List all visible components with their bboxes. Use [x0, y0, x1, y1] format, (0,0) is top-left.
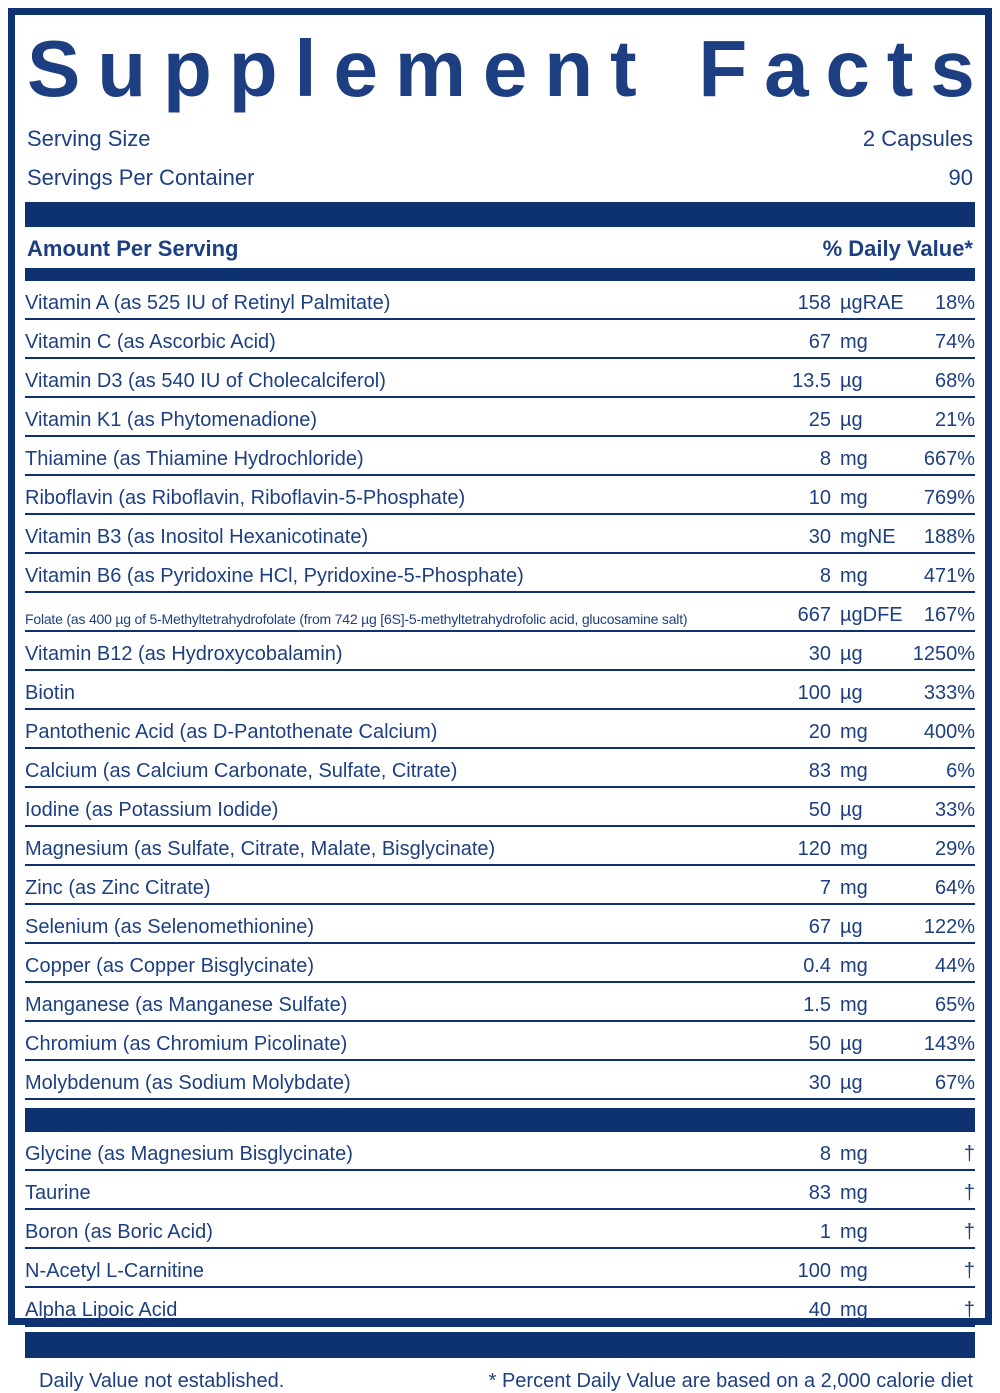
- nutrient-name: Riboflavin (as Riboflavin, Riboflavin-5-Phosphate): [25, 487, 466, 509]
- nutrient-amount-unit: µg: [840, 643, 863, 665]
- nutrient-amount-value: 30: [808, 526, 831, 548]
- servings-per-container-line: [25, 158, 975, 197]
- amount-per-serving-header: Amount Per Serving: [27, 236, 239, 261]
- nutrient-amount-unit: mg: [840, 760, 868, 782]
- nutrient-name: Pantothenic Acid (as D-Pantothenate Calcium): [25, 721, 438, 743]
- nutrient-name: Iodine (as Potassium Iodide): [25, 799, 279, 821]
- nutrient-daily-value: 18%: [934, 292, 975, 314]
- supplement-table: [25, 1132, 975, 1327]
- nutrient-amount-unit: mg: [840, 994, 868, 1016]
- nutrient-daily-value: 68%: [934, 370, 975, 392]
- nutrient-daily-value: 667%: [923, 448, 975, 470]
- table-row: [25, 866, 975, 905]
- nutrient-amount-value: 50: [808, 799, 831, 821]
- table-row: [25, 827, 975, 866]
- serving-size-value: 2 Capsules: [862, 126, 973, 151]
- nutrient-amount-value: 10: [808, 487, 831, 509]
- nutrient-name: Molybdenum (as Sodium Molybdate): [25, 1072, 351, 1094]
- table-row: [25, 1022, 975, 1061]
- nutrient-amount-value: 13.5: [792, 370, 831, 392]
- nutrient-name: Vitamin B12 (as Hydroxycobalamin): [25, 643, 343, 665]
- nutrient-amount-unit: mg: [840, 331, 868, 353]
- table-row: [25, 944, 975, 983]
- nutrient-amount-unit: mg: [840, 565, 868, 587]
- nutrient-daily-value: 1250%: [912, 643, 975, 665]
- nutrient-amount-unit: µg: [840, 1072, 863, 1094]
- table-row: [25, 437, 975, 476]
- serving-size-label: Serving Size: [27, 126, 151, 151]
- nutrient-table: [25, 281, 975, 1100]
- nutrient-amount-value: 30: [808, 1072, 831, 1094]
- nutrient-daily-value: 471%: [923, 565, 975, 587]
- nutrient-daily-value: 44%: [934, 955, 975, 977]
- nutrient-amount-unit: mg: [840, 955, 868, 977]
- page-title: S u p p l e m e n t F a c t s: [27, 24, 973, 113]
- nutrient-daily-value: †: [963, 1143, 975, 1165]
- servings-per-container-label: Servings Per Container: [27, 165, 255, 190]
- nutrient-amount-unit: µg: [840, 682, 863, 704]
- nutrient-amount-value: 50: [808, 1033, 831, 1055]
- table-row: [25, 983, 975, 1022]
- nutrient-name: Copper (as Copper Bisglycinate): [25, 955, 315, 977]
- nutrient-amount-value: 120: [797, 838, 831, 860]
- nutrient-daily-value: †: [963, 1221, 975, 1243]
- nutrient-amount-unit: µg: [840, 409, 863, 431]
- nutrient-amount-value: 25: [808, 409, 831, 431]
- table-row: [25, 359, 975, 398]
- nutrient-name: Vitamin C (as Ascorbic Acid): [25, 331, 276, 353]
- nutrient-amount-unit: mg: [840, 1221, 868, 1243]
- nutrient-amount-unit: mgNE: [840, 526, 896, 548]
- nutrient-amount-unit: mg: [840, 877, 868, 899]
- nutrient-name: Folate (as 400 µg of 5-Methyltetrahydrofolate (from 742 µg [6S]-5-methyltetrahydrofolic acid, glucosamine salt): [25, 611, 688, 627]
- nutrient-name: Manganese (as Manganese Sulfate): [25, 994, 348, 1016]
- nutrient-amount-value: 7: [819, 877, 831, 899]
- nutrient-daily-value: 188%: [923, 526, 975, 548]
- nutrient-daily-value: 122%: [923, 916, 975, 938]
- table-row: [25, 788, 975, 827]
- nutrient-daily-value: 74%: [934, 331, 975, 353]
- nutrient-daily-value: 21%: [934, 409, 975, 431]
- nutrient-daily-value: 769%: [923, 487, 975, 509]
- nutrient-name: Vitamin K1 (as Phytomenadione): [25, 409, 318, 431]
- nutrient-amount-value: 667: [797, 604, 831, 626]
- nutrient-amount-unit: mg: [840, 487, 868, 509]
- column-header-row: [25, 227, 975, 268]
- nutrient-amount-value: 20: [808, 721, 831, 743]
- section-divider-bar: [25, 1108, 975, 1132]
- nutrient-name: Alpha Lipoic Acid: [25, 1299, 178, 1321]
- nutrient-daily-value: 33%: [934, 799, 975, 821]
- nutrient-name: Taurine: [25, 1182, 91, 1204]
- nutrient-amount-value: 83: [808, 760, 831, 782]
- nutrient-amount-unit: mg: [840, 838, 868, 860]
- nutrient-name: Glycine (as Magnesium Bisglycinate): [25, 1143, 353, 1165]
- nutrient-daily-value: †: [963, 1299, 975, 1321]
- nutrient-name: Vitamin A (as 525 IU of Retinyl Palmitate): [25, 292, 391, 314]
- nutrient-daily-value: 400%: [923, 721, 975, 743]
- nutrient-amount-unit: mg: [840, 721, 868, 743]
- daily-value-header: % Daily Value*: [822, 236, 973, 261]
- nutrient-daily-value: 67%: [934, 1072, 975, 1094]
- nutrient-name: Calcium (as Calcium Carbonate, Sulfate, Citrate): [25, 760, 458, 782]
- nutrient-daily-value: 167%: [923, 604, 975, 626]
- nutrient-amount-value: 8: [819, 448, 831, 470]
- nutrient-amount-value: 0.4: [803, 955, 831, 977]
- nutrient-daily-value: 29%: [934, 838, 975, 860]
- percent-daily-value-note: * Percent Daily Value are based on a 2,000 calorie diet: [488, 1370, 973, 1392]
- nutrient-daily-value: †: [963, 1182, 975, 1204]
- table-row: [25, 1210, 975, 1249]
- nutrient-amount-value: 83: [808, 1182, 831, 1204]
- nutrient-amount-value: 30: [808, 643, 831, 665]
- nutrient-name: Biotin: [25, 682, 76, 704]
- nutrient-name: Selenium (as Selenomethionine): [25, 916, 315, 938]
- nutrient-amount-value: 158: [797, 292, 831, 314]
- nutrient-daily-value: 64%: [934, 877, 975, 899]
- servings-per-container-value: 90: [948, 165, 973, 190]
- table-row: [25, 515, 975, 554]
- nutrient-name: Vitamin D3 (as 540 IU of Cholecalciferol): [25, 370, 386, 392]
- table-row: [25, 476, 975, 515]
- nutrient-name: Vitamin B3 (as Inositol Hexanicotinate): [25, 526, 369, 548]
- nutrient-amount-unit: mg: [840, 1143, 868, 1165]
- table-row: [25, 593, 975, 632]
- nutrient-name: Thiamine (as Thiamine Hydrochloride): [25, 448, 364, 470]
- table-row: [25, 398, 975, 437]
- nutrient-amount-value: 8: [819, 1143, 831, 1165]
- nutrient-amount-value: 100: [797, 682, 831, 704]
- table-row: [25, 281, 975, 320]
- table-row: [25, 671, 975, 710]
- nutrient-daily-value: 65%: [934, 994, 975, 1016]
- header-divider-bar: [25, 202, 975, 227]
- table-row: [25, 554, 975, 593]
- table-row: [25, 710, 975, 749]
- nutrient-name: Zinc (as Zinc Citrate): [25, 877, 211, 899]
- nutrient-name: Magnesium (as Sulfate, Citrate, Malate, Bisglycinate): [25, 838, 496, 860]
- nutrient-amount-value: 1.5: [803, 994, 831, 1016]
- table-row: [25, 749, 975, 788]
- nutrient-daily-value: 6%: [946, 760, 975, 782]
- table-row: [25, 1288, 975, 1327]
- table-row: [25, 1132, 975, 1171]
- nutrient-amount-value: 100: [797, 1260, 831, 1282]
- nutrient-amount-value: 8: [819, 565, 831, 587]
- nutrient-amount-unit: µg: [840, 1033, 863, 1055]
- nutrient-amount-unit: µg: [840, 799, 863, 821]
- nutrient-daily-value: 333%: [923, 682, 975, 704]
- nutrient-amount-unit: µgDFE: [840, 604, 903, 626]
- nutrient-amount-unit: µgRAE: [840, 292, 904, 314]
- nutrient-amount-value: 1: [819, 1221, 831, 1243]
- nutrient-amount-value: 40: [808, 1299, 831, 1321]
- nutrient-amount-unit: µg: [840, 916, 863, 938]
- nutrient-daily-value: †: [963, 1260, 975, 1282]
- nutrient-amount-unit: mg: [840, 1299, 868, 1321]
- nutrient-amount-unit: mg: [840, 448, 868, 470]
- column-header-underline-bar: [25, 268, 975, 281]
- nutrient-name: Boron (as Boric Acid): [25, 1221, 213, 1243]
- nutrient-amount-value: 67: [808, 331, 831, 353]
- nutrient-name: Vitamin B6 (as Pyridoxine HCl, Pyridoxine-5-Phosphate): [25, 565, 524, 587]
- table-row: [25, 1171, 975, 1210]
- nutrient-amount-unit: mg: [840, 1182, 868, 1204]
- footnotes: [25, 1358, 975, 1393]
- nutrient-amount-unit: µg: [840, 370, 863, 392]
- supplement-facts-label: [8, 8, 992, 1392]
- table-row: [25, 1061, 975, 1100]
- nutrient-amount-value: 67: [808, 916, 831, 938]
- table-row: [25, 1249, 975, 1288]
- table-row: [25, 632, 975, 671]
- nutrient-name: N-Acetyl L-Carnitine: [25, 1260, 204, 1282]
- serving-size-line: [25, 119, 975, 158]
- table-row: [25, 905, 975, 944]
- daily-value-not-established-note: Daily Value not established.: [39, 1370, 285, 1392]
- nutrient-amount-unit: mg: [840, 1260, 868, 1282]
- table-row: [25, 320, 975, 359]
- footer-divider-bar: [25, 1332, 975, 1358]
- nutrient-daily-value: 143%: [923, 1033, 975, 1055]
- nutrient-name: Chromium (as Chromium Picolinate): [25, 1033, 348, 1055]
